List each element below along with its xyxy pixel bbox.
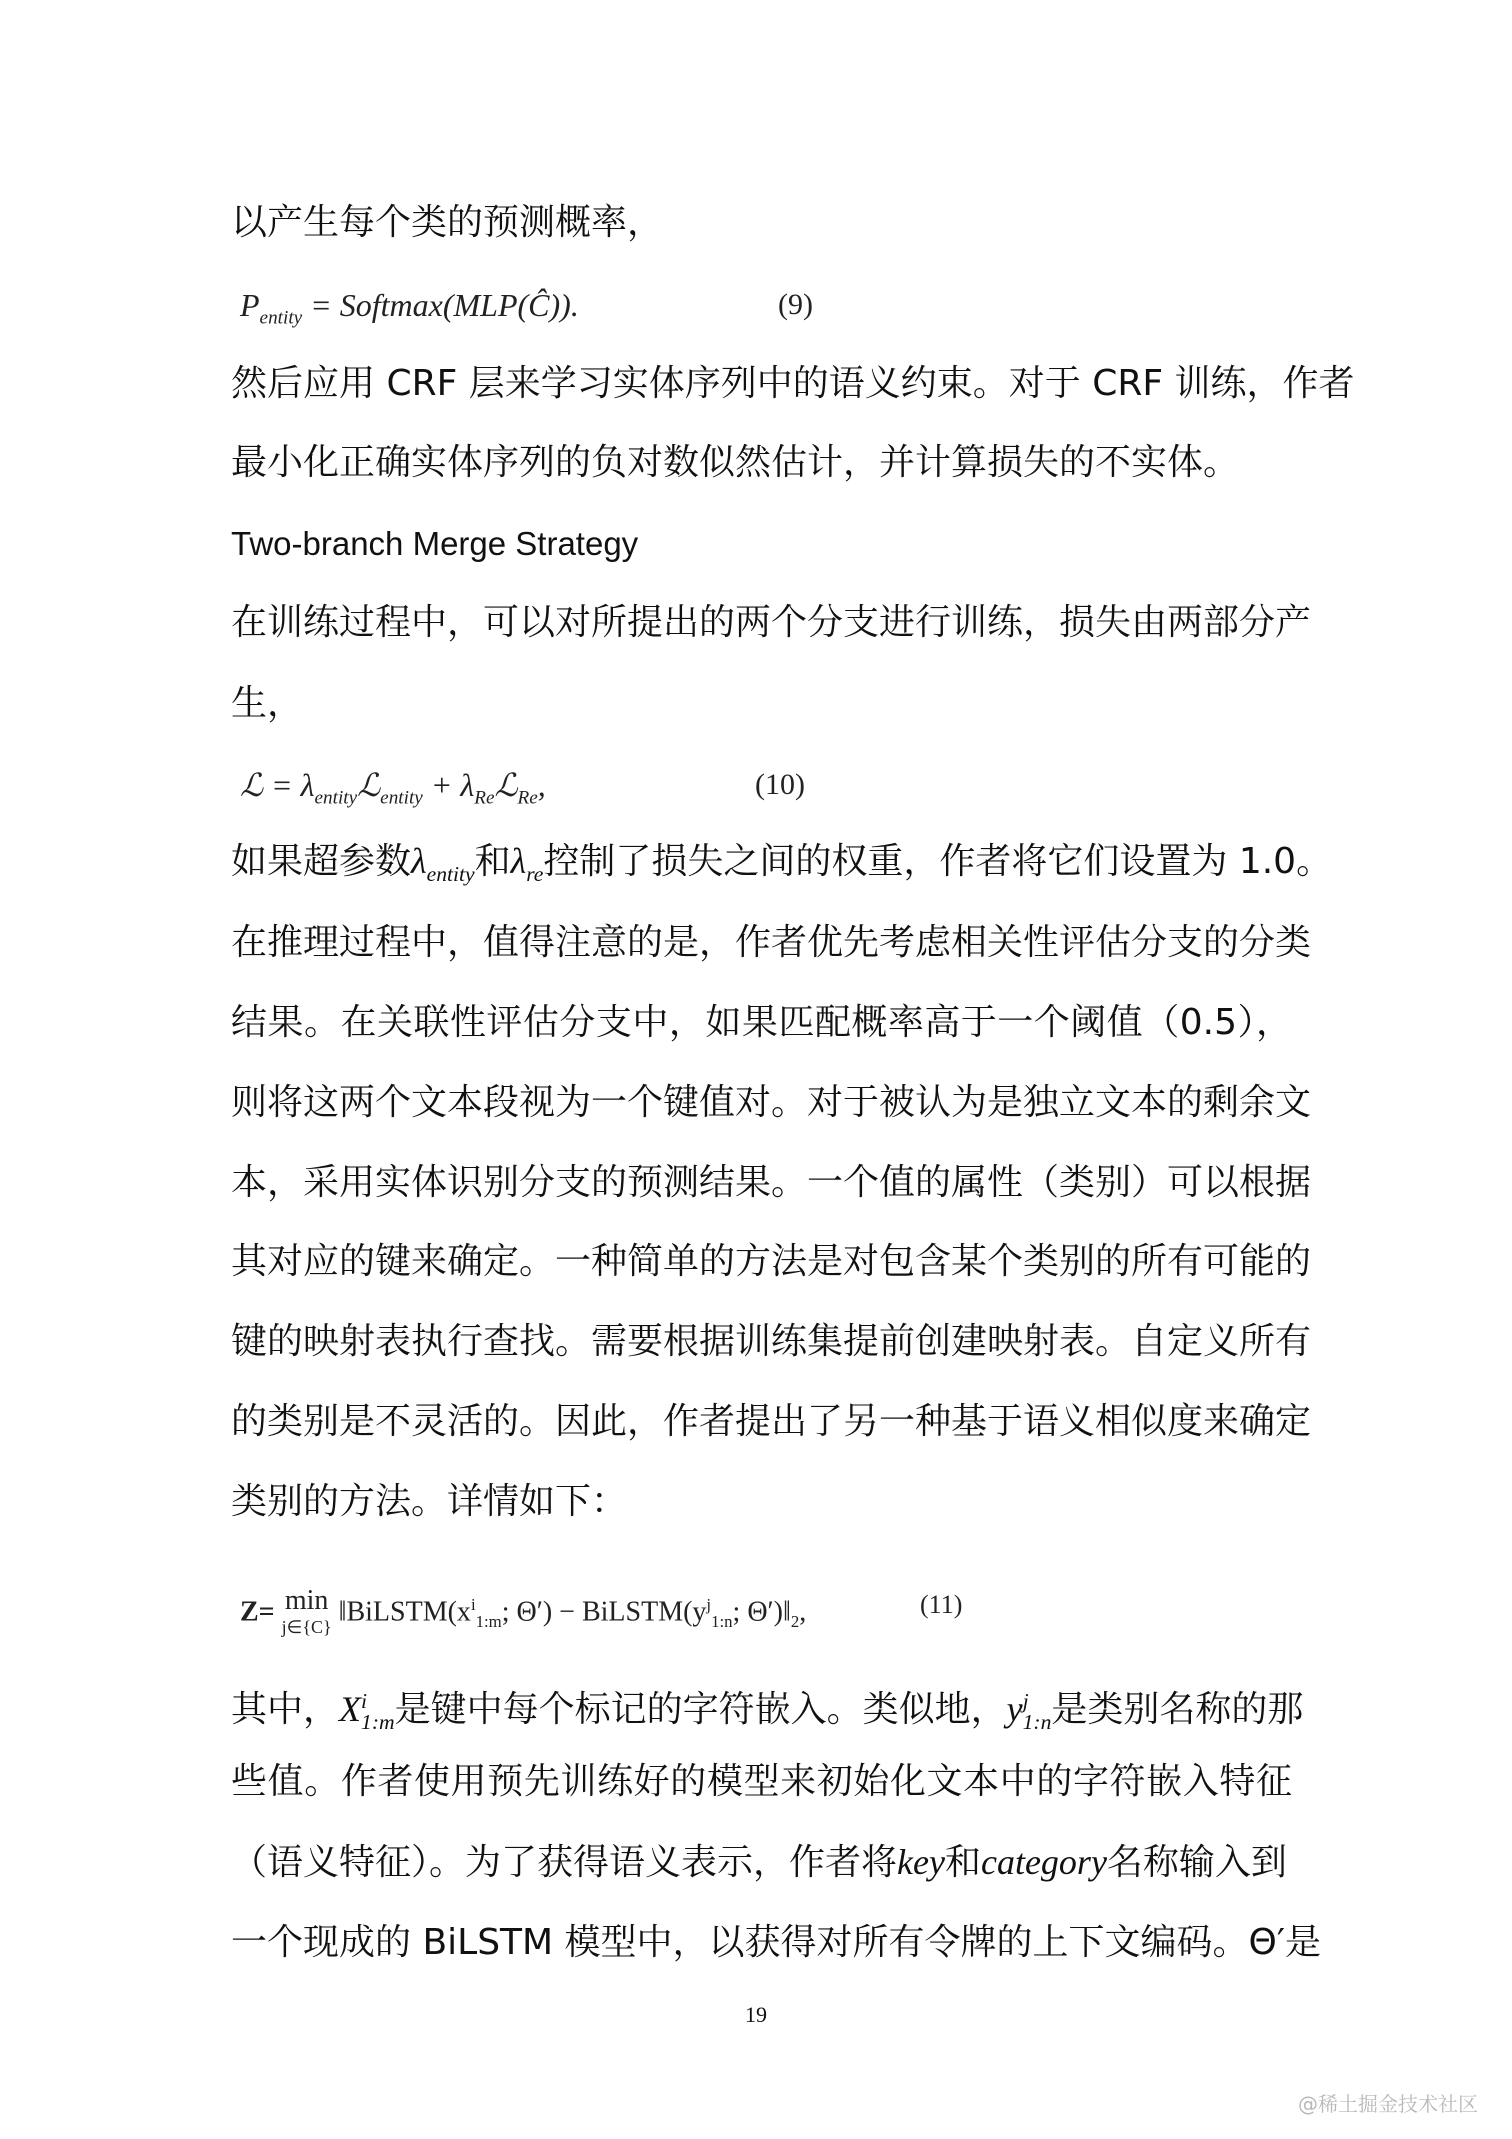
- text: 是键中每个标记的字符嵌入。类似地，: [394, 1689, 1007, 1730]
- equation-11: [240, 1581, 806, 1646]
- eq10-part: ,: [537, 767, 546, 803]
- var-sub: 1:n: [1022, 1710, 1052, 1735]
- eq10-part: ℒ = λ: [240, 767, 315, 803]
- watermark: @稀土掘金技术社区: [1298, 2092, 1478, 2116]
- line-4: 在训练过程中，可以对所提出的两个分支进行训练，损失由两部分产: [231, 602, 1312, 643]
- text: （语义特征）。为了获得语义表示，作者将: [231, 1842, 898, 1883]
- text: 和: [944, 1842, 981, 1883]
- eq11-sub: 2: [790, 1611, 800, 1631]
- eq10-part: + λ: [422, 767, 475, 803]
- eq11-part: ‖BiLSTM(x: [331, 1596, 471, 1628]
- line-3: 最小化正确实体序列的负对数似然估计，并计算损失的不实体。: [231, 442, 1240, 483]
- italic-category: category: [980, 1842, 1107, 1882]
- eq10-sub: Re: [474, 787, 495, 809]
- eq11-part: ,: [799, 1596, 807, 1628]
- line-13: 类别的方法。详情如下：: [231, 1481, 628, 1522]
- eq9-lhs-sub: entity: [259, 307, 303, 329]
- text: 和: [474, 841, 511, 882]
- var-x: X: [339, 1689, 362, 1729]
- equation-9-number: (9): [778, 288, 813, 321]
- text: 如果超参数: [231, 841, 412, 882]
- line-8: 则将这两个文本段视为一个键值对。对于被认为是独立文本的剩余文: [231, 1082, 1312, 1123]
- eq10-part: ℒ: [494, 767, 518, 803]
- line-11: 键的映射表执行查找。需要根据训练集提前创建映射表。自定义所有: [231, 1321, 1312, 1362]
- eq11-sub: 1:n: [711, 1611, 733, 1631]
- line-15: 一个现成的 BiLSTM 模型中，以获得对所有令牌的上下文编码。Θ′是: [231, 1922, 1322, 1963]
- equation-11-number: (11): [920, 1590, 963, 1619]
- eq9-rhs: = Softmax(MLP(Ĉ)).: [302, 287, 579, 323]
- line-5: 生，: [231, 683, 304, 724]
- hyperparameter-line: [231, 837, 1333, 899]
- lambda-sub: re: [526, 862, 544, 887]
- equation-10: [240, 761, 546, 822]
- line-12: 的类别是不灵活的。因此，作者提出了另一种基于语义相似度来确定: [231, 1401, 1312, 1442]
- line-10: 其对应的键来确定。一种简单的方法是对包含某个类别的所有可能的: [231, 1241, 1312, 1282]
- eq10-sub: entity: [314, 787, 358, 809]
- semantic-line: [231, 1838, 1292, 1887]
- eq11-part: ; Θ′) − BiLSTM(y: [501, 1596, 707, 1628]
- page-number: 19: [745, 2002, 767, 2027]
- line-2: 然后应用 CRF 层来学习实体序列中的语义约束。对于 CRF 训练，作者: [231, 363, 1355, 404]
- where-line: [231, 1677, 1304, 1747]
- eq11-min: min: [284, 1585, 329, 1616]
- line-7: 结果。在关联性评估分支中，如果匹配概率高于一个阈值（0.5），: [231, 1002, 1292, 1043]
- equation-10-number: (10): [755, 768, 805, 801]
- var-y: y: [1006, 1689, 1023, 1729]
- eq11-sup: i: [470, 1595, 476, 1614]
- line-6: 在推理过程中，值得注意的是，作者优先考虑相关性评估分支的分类: [231, 922, 1312, 963]
- line-14: 些值。作者使用预先训练好的模型来初始化文本中的字符嵌入特征: [231, 1761, 1292, 1802]
- text: 其中，: [231, 1689, 340, 1730]
- line-1: 以产生每个类的预测概率，: [231, 202, 664, 243]
- lambda-sub: entity: [426, 862, 475, 887]
- eq11-part: ; Θ′)‖: [732, 1596, 791, 1628]
- line-9: 本，采用实体识别分支的预测结果。一个值的属性（类别）可以根据: [231, 1162, 1312, 1203]
- section-heading: Two-branch Merge Strategy: [231, 525, 639, 562]
- var-sup: j: [1022, 1689, 1029, 1713]
- eq11-sub: 1:m: [475, 1611, 502, 1631]
- eq11-lhs: Z=: [240, 1596, 282, 1628]
- italic-key: key: [897, 1842, 945, 1882]
- var-sup: i: [361, 1689, 368, 1713]
- eq10-part: ℒ: [357, 767, 381, 803]
- text: 控制了损失之间的权重，作者将它们设置为 1.0。: [543, 841, 1333, 882]
- eq10-sub: entity: [380, 787, 423, 809]
- lambda: λ: [411, 841, 427, 881]
- eq11-sup: j: [706, 1595, 712, 1614]
- eq9-lhs: P: [240, 287, 260, 323]
- lambda: λ: [510, 841, 527, 881]
- eq11-min-sub: j∈{C}: [281, 1617, 332, 1637]
- equation-9: [240, 281, 579, 342]
- var-sub: 1:m: [361, 1710, 395, 1735]
- text: 名称输入到: [1106, 1842, 1287, 1883]
- text: 是类别名称的那: [1051, 1689, 1304, 1730]
- eq10-sub: Re: [517, 787, 538, 809]
